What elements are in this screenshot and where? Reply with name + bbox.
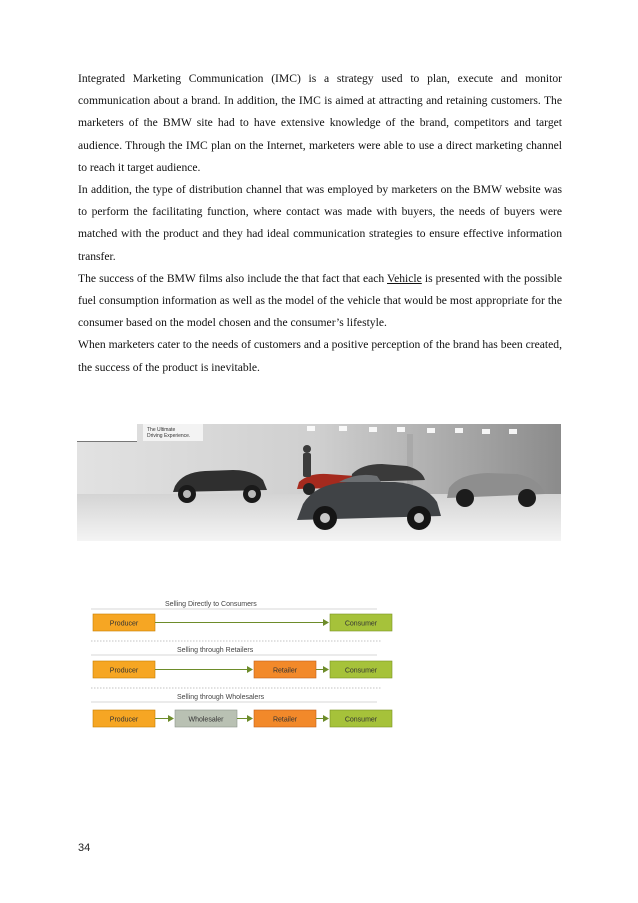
sign-line-2: Driving Experience. <box>147 433 191 439</box>
box-retailer-2-label: Retailer <box>272 667 298 675</box>
bmw-showroom-photo <box>77 424 561 541</box>
visitor-silhouette <box>303 445 311 477</box>
page-number: 34 <box>78 842 91 854</box>
paragraph-distribution: In addition, the type of distribution channel that was employed by marketers on the BMW website was to perform the facilitating function, where contact was made with buyers, the needs of buyers were matched with the product and they had ideal communication strategies to ensure effective information transfer. <box>78 183 562 263</box>
paragraph-success: When marketers cater to the needs of customers and a positive perception of the brand has been created, the success of the product is inevitable. <box>78 338 562 374</box>
box-consumer-1-label: Consumer <box>344 620 378 628</box>
paragraph-bmw-films <box>78 268 562 335</box>
distribution-channels-diagram <box>77 594 399 740</box>
box-wholesaler-3-label: Wholesaler <box>188 716 224 724</box>
box-retailer-3-label: Retailer <box>272 716 298 724</box>
paragraph-bmw-films-end: is presented with the possible fuel consumption information as well as the model of the vehicle that would be most appropriate for the consumer based on the model chosen and the consumer’s lifestyle. <box>78 271 562 330</box>
paragraph-imc: Integrated Marketing Communication (IMC) is a strategy used to plan, execute and monitor communication about a brand. In addition, the IMC is aimed at attracting and retaining customers. The marketers of the BMW site had to have extensive knowledge of the brand, competitors and target audience. Through the IMC plan on the Internet, marketers were able to use a direct marketing channel to reach it target audience. <box>78 72 562 174</box>
box-producer-1-label: Producer <box>109 620 139 628</box>
box-consumer-3-label: Consumer <box>344 716 378 724</box>
white-panel <box>77 424 137 441</box>
box-consumer-2-label: Consumer <box>344 667 378 675</box>
box-producer-2-label: Producer <box>109 667 139 675</box>
sign-line-1: The Ultimate <box>147 427 176 433</box>
paragraph-bmw-films-start: The success of the BMW films also include the that fact that each <box>78 271 388 285</box>
row-title-wholesalers: Selling through Wholesalers <box>177 694 265 701</box>
box-producer-3-label: Producer <box>109 716 139 724</box>
body-text <box>78 68 562 379</box>
row-title-direct: Selling Directly to Consumers <box>165 601 257 608</box>
vehicle-link[interactable]: Vehicle <box>387 271 422 285</box>
row-title-retailers: Selling through Retailers <box>177 647 254 654</box>
